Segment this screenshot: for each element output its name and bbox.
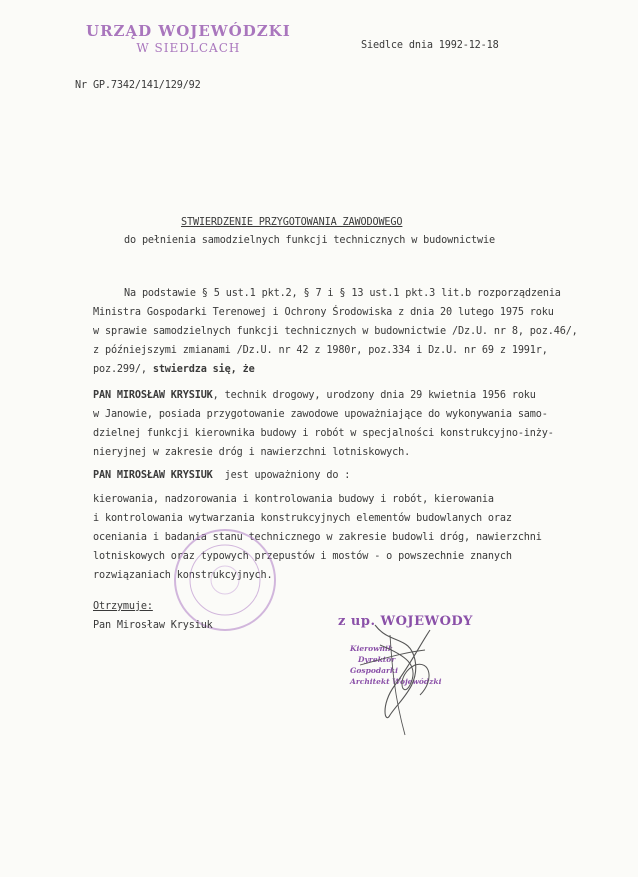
signature-stamp-line3: Dyrektor — [358, 655, 396, 664]
authorized-line — [93, 470, 350, 481]
round-seal — [170, 525, 280, 635]
authorized-rest: jest upoważniony do : — [224, 470, 351, 481]
office-stamp — [86, 22, 291, 55]
office-stamp-line1: URZĄD WOJEWÓDZKI — [86, 22, 291, 40]
office-stamp-line2: W SIEDLCACH — [136, 41, 241, 55]
paragraph1-line: z późniejszymi zmianami /Dz.U. nr 42 z 1980r, poz.334 i Dz.U. nr 69 z 1991r, — [93, 345, 548, 356]
recipients-label: Otrzymuje: — [93, 601, 153, 612]
scope-line: oceniania i badania stanu technicznego w zakresie budowli dróg, nawierzchni — [93, 532, 542, 543]
signature-stamp-line2: Kierownik — [350, 644, 394, 653]
scope-line: kierowania, nadzorowania i kontrolowania budowy i robót, kierowania — [93, 494, 494, 505]
document-subtitle: do pełnienia samodzielnych funkcji technicznych w budownictwie — [124, 235, 495, 246]
paragraph1-last-bold: stwierdza się, że — [152, 364, 255, 375]
person-name: PAN MIROSŁAW KRYSIUK — [93, 390, 213, 401]
scope-line: i kontrolowania wytwarzania konstrukcyjnych elementów budowlanych oraz — [93, 513, 512, 524]
authorized-name: PAN MIROSŁAW KRYSIUK — [93, 470, 213, 481]
signature-stamp-line1: z up. WOJEWODY — [338, 614, 473, 629]
paragraph1-line: w sprawie samodzielnych funkcji technicznych w budownictwie /Dz.U. nr 8, poz.46/, — [93, 326, 578, 337]
scope-line: lotniskowych oraz typowych przepustów i mostów - o powszechnie znanych — [93, 551, 512, 562]
paragraph1-last-text: poz.299/, — [93, 364, 147, 375]
person-line: dzielnej funkcji kierownika budowy i robót w specjalności konstrukcyjno-inży- — [93, 428, 554, 439]
person-first-line — [93, 390, 536, 401]
signature-stamp-line5: Architekt Wojewódzki — [350, 677, 442, 686]
person-line: w Janowie, posiada przygotowanie zawodowe upoważniające do wykonywania samo- — [93, 409, 548, 420]
recipient-name: Pan Mirosław Krysiuk — [93, 620, 213, 631]
scope-line: rozwiązaniach konstrukcyjnych. — [93, 570, 273, 581]
person-line1-rest: , technik drogowy, urodzony dnia 29 kwietnia 1956 roku — [212, 390, 536, 401]
paragraph1-last-line — [93, 364, 255, 375]
place-date: Siedlce dnia 1992-12-18 — [361, 40, 499, 51]
handwritten-signature — [320, 605, 470, 740]
signature-stamp-line4: Gospodarki — [350, 666, 398, 675]
paragraph1-line: Ministra Gospodarki Terenowej i Ochrony Środowiska z dnia 20 lutego 1975 roku — [93, 307, 554, 318]
paragraph1-line: Na podstawie § 5 ust.1 pkt.2, § 7 i § 13 ust.1 pkt.3 lit.b rozporządzenia — [124, 288, 561, 299]
person-line: nieryjnej w zakresie dróg i nawierzchni lotniskowych. — [93, 447, 411, 458]
reference-number: Nr GP.7342/141/129/92 — [75, 80, 201, 91]
document-title: STWIERDZENIE PRZYGOTOWANIA ZAWODOWEGO — [181, 217, 403, 228]
